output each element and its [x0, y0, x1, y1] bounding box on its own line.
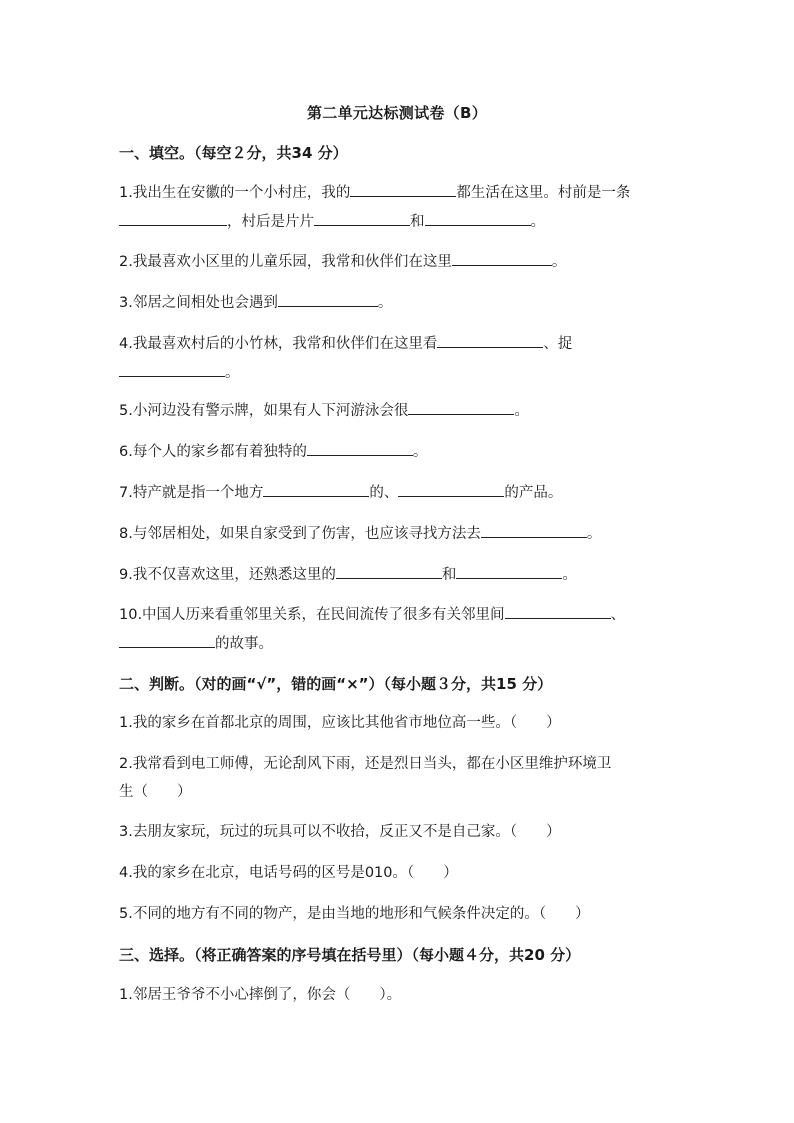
- fill-question-9: 9.我不仅喜欢这里，还熟悉这里的 和 。: [119, 564, 577, 585]
- section-2-heading: 二、判断。（对的画“√”，错的画“×”）（每小题３分，共15 分）: [119, 675, 553, 693]
- fill-question-1-line-2: ，村后是片片 和 。: [119, 211, 545, 232]
- fill-question-2: 2.我最喜欢小区里的儿童乐园，我常和伙伴们在这里 。: [119, 251, 566, 272]
- fill-question-1-line-1: 1.我出生在安徽的一个小村庄，我的 都生活在这里。村前是一条: [119, 182, 630, 203]
- answer-blank[interactable]: [336, 564, 442, 579]
- answer-blank[interactable]: [425, 211, 531, 226]
- section-1-heading: 一、填空。（每空２分，共34 分）: [119, 144, 348, 162]
- answer-blank[interactable]: [119, 362, 225, 377]
- judge-question-5: 5.不同的地方有不同的物产，是由当地的地形和气候条件决定的。（ ）: [119, 906, 590, 922]
- answer-blank[interactable]: [481, 523, 587, 538]
- judge-question-1: 1.我的家乡在首都北京的周围，应该比其他省市地位高一些。（ ）: [119, 715, 561, 731]
- fill-question-3: 3.邻居之间相处也会遇到 。: [119, 292, 392, 313]
- judge-question-4: 4.我的家乡在北京，电话号码的区号是010。（ ）: [119, 865, 458, 881]
- exam-title: 第二单元达标测试卷（B）: [306, 104, 488, 122]
- answer-blank[interactable]: [398, 482, 504, 497]
- fill-question-8: 8.与邻居相处，如果自家受到了伤害，也应该寻找方法去 。: [119, 523, 601, 544]
- answer-blank[interactable]: [505, 604, 611, 619]
- fill-question-10-line-1: 10.中国人历来看重邻里关系，在民间流传了很多有关邻里间 、: [119, 604, 625, 625]
- answer-blank[interactable]: [437, 333, 543, 348]
- answer-blank[interactable]: [119, 633, 215, 648]
- judge-question-2-line-1: 2.我常看到电工师傅，无论刮风下雨，还是烈日当头，都在小区里维护环境卫: [119, 756, 612, 772]
- judge-question-2-line-2: 生（ ）: [119, 784, 192, 800]
- answer-blank[interactable]: [350, 182, 456, 197]
- judge-question-3: 3.去朋友家玩，玩过的玩具可以不收拾，反正又不是自己家。（ ）: [119, 824, 561, 840]
- answer-blank[interactable]: [408, 400, 514, 415]
- fill-question-4-line-1: 4.我最喜欢村后的小竹林，我常和伙伴们在这里看 、捉: [119, 333, 572, 354]
- fill-question-10-line-2: 的故事。: [119, 633, 273, 654]
- answer-blank[interactable]: [278, 292, 378, 307]
- answer-blank[interactable]: [307, 441, 413, 456]
- answer-blank[interactable]: [452, 251, 552, 266]
- choice-question-1: 1.邻居王爷爷不小心摔倒了，你会（ ）。: [119, 987, 402, 1003]
- fill-question-6: 6.每个人的家乡都有着独特的 。: [119, 441, 427, 462]
- answer-blank[interactable]: [314, 211, 410, 226]
- answer-blank[interactable]: [119, 211, 227, 226]
- section-3-heading: 三、选择。（将正确答案的序号填在括号里）（每小题４分，共20 分）: [119, 946, 581, 964]
- fill-question-4-line-2: 。: [119, 362, 240, 383]
- fill-question-5: 5.小河边没有警示牌，如果有人下河游泳会很 。: [119, 400, 529, 421]
- answer-blank[interactable]: [263, 482, 369, 497]
- fill-question-7: 7.特产就是指一个地方 的、 的产品。: [119, 482, 562, 503]
- answer-blank[interactable]: [456, 564, 562, 579]
